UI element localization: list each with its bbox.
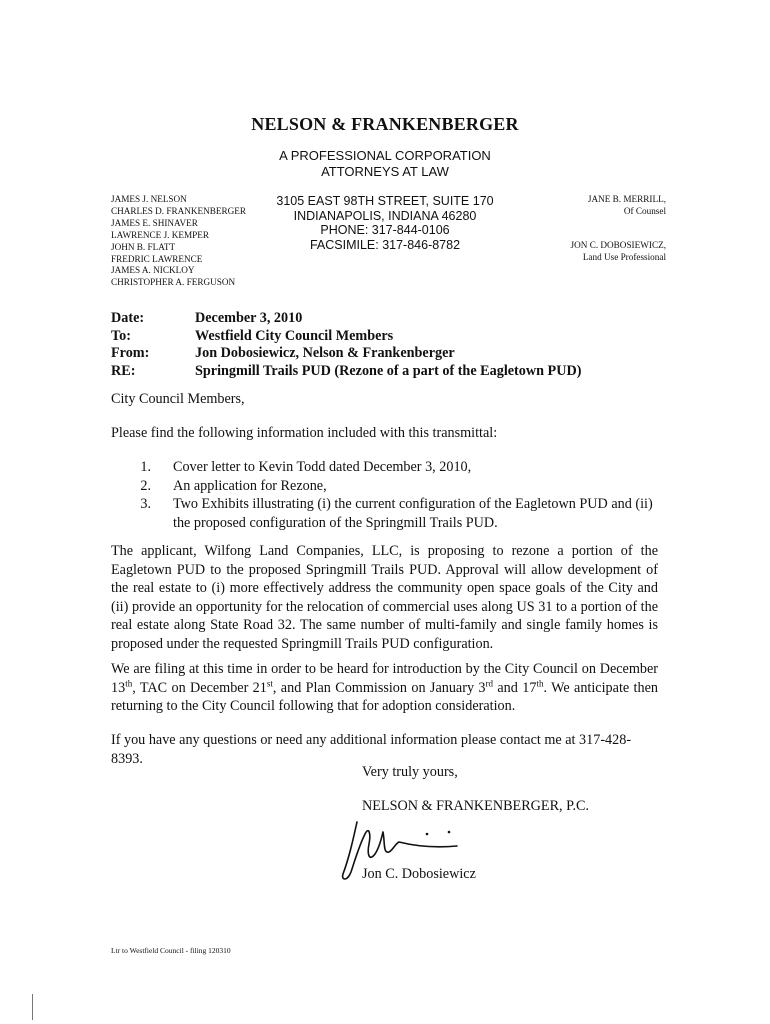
schedule-text: . We anticipate then returning to the City Council following that for adoption consideration.	[111, 679, 658, 715]
list-item-text: Two Exhibits illustrating (i) the current configuration of the Eagletown PUD and (ii) the proposed configuration of the Springmill Trails PUD.	[173, 496, 653, 531]
firm-subtitle-corporation: A PROFESSIONAL CORPORATION	[279, 148, 491, 163]
signer-name: Jon C. Dobosiewicz	[362, 866, 476, 882]
memo-date-row	[111, 310, 581, 328]
list-item	[111, 458, 658, 477]
memo-date-label: Date:	[111, 310, 145, 326]
list-item	[111, 477, 658, 496]
document-footer: Ltr to Westfield Council - filing 120310	[111, 946, 231, 955]
counsel-name: JON C. DOBOSIEWICZ,	[570, 239, 666, 250]
closing-firm-name: NELSON & FRANKENBERGER, P.C.	[362, 798, 590, 814]
counsel-title: Land Use Professional	[582, 251, 666, 262]
attorney-name: JAMES J. NELSON	[111, 194, 187, 204]
greeting: City Council Members,	[111, 391, 245, 407]
memo-from-label: From:	[111, 345, 150, 361]
attorney-name: LAWRENCE J. KEMPER	[111, 229, 210, 240]
attorney-name: JOHN B. FLATT	[111, 241, 176, 252]
counsel-name: JANE B. MERRILL,	[587, 194, 666, 204]
body-paragraph-schedule	[111, 660, 658, 716]
attorney-name: JAMES A. NICKLOY	[111, 265, 195, 276]
address-phone: PHONE: 317-844-0106	[320, 223, 450, 237]
attorney-name: FREDRIC LAWRENCE	[111, 253, 203, 264]
list-item-number: 1.	[140, 459, 151, 475]
attorney-name: JAMES E. SHINAVER	[111, 217, 198, 228]
list-item-text: Cover letter to Kevin Todd dated December 3, 2010,	[173, 459, 472, 475]
attorney-name: CHRISTOPHER A. FERGUSON	[111, 277, 236, 288]
list-item-text: An application for Rezone,	[173, 477, 327, 494]
firm-subtitle-attorneys: ATTORNEYS AT LAW	[321, 164, 449, 179]
list-item	[111, 495, 658, 532]
memo-from-row	[111, 345, 581, 363]
attorney-name: CHARLES D. FRANKENBERGER	[111, 205, 247, 216]
schedule-text: , and Plan Commission on January 3	[272, 679, 486, 696]
body-paragraph-proposal: The applicant, Wilfong Land Companies, LLC, is proposing to rezone a portion of the Eagletown PUD to the proposed Springmill Trails PUD. Approval will allow development of the real estate to (i) more effectively address the community open space goals of the City and (ii) provide an opportunity for the relocation of commercial uses along US 31 to a portion of the real estate along State Road 32. The same number of multi-family and single family homes is proposed under the requested Springmill Trails PUD configuration.	[111, 543, 658, 652]
schedule-text: , TAC on December 21	[132, 679, 267, 696]
firm-name: NELSON & FRANKENBERGER	[251, 114, 519, 134]
body-paragraph-contact: If you have any questions or need any additional information please contact me at 317-428-8393.	[111, 732, 632, 767]
enclosure-list	[111, 458, 658, 532]
memo-re-value: Springmill Trails PUD (Rezone of a part of the Eagletown PUD)	[195, 362, 582, 379]
ordinal-suffix: th	[125, 677, 133, 688]
intro-paragraph: Please find the following information included with this transmittal:	[111, 425, 498, 441]
memo-header	[111, 310, 581, 380]
memo-re-label: RE:	[111, 362, 136, 379]
list-item-number: 3.	[140, 496, 151, 513]
memo-to-value: Westfield City Council Members	[195, 327, 394, 344]
firm-address	[270, 194, 500, 252]
memo-re-row	[111, 363, 581, 381]
memo-to-row	[111, 328, 581, 346]
scan-edge-mark	[32, 994, 33, 1020]
attorney-list	[111, 194, 246, 289]
memo-to-label: To:	[111, 327, 131, 344]
ordinal-suffix: rd	[485, 677, 494, 688]
address-city: INDIANAPOLIS, INDIANA 46280	[293, 208, 477, 223]
ordinal-suffix: st	[266, 677, 273, 688]
counsel-list	[571, 194, 666, 264]
schedule-text: We are filing at this time in order to be heard for introduction by the City Council on December 13	[111, 661, 658, 696]
memo-date-value: December 3, 2010	[195, 310, 303, 326]
counsel-title: Of Counsel	[623, 205, 666, 216]
memo-from-value: Jon Dobosiewicz, Nelson & Frankenberger	[195, 345, 455, 361]
address-street: 3105 EAST 98TH STREET, SUITE 170	[276, 194, 494, 208]
ordinal-suffix: th	[536, 677, 544, 688]
address-fax: FACSIMILE: 317-846-8782	[309, 237, 461, 252]
list-item-number: 2.	[140, 477, 151, 494]
schedule-text: and 17	[493, 679, 537, 696]
valediction: Very truly yours,	[362, 764, 458, 780]
